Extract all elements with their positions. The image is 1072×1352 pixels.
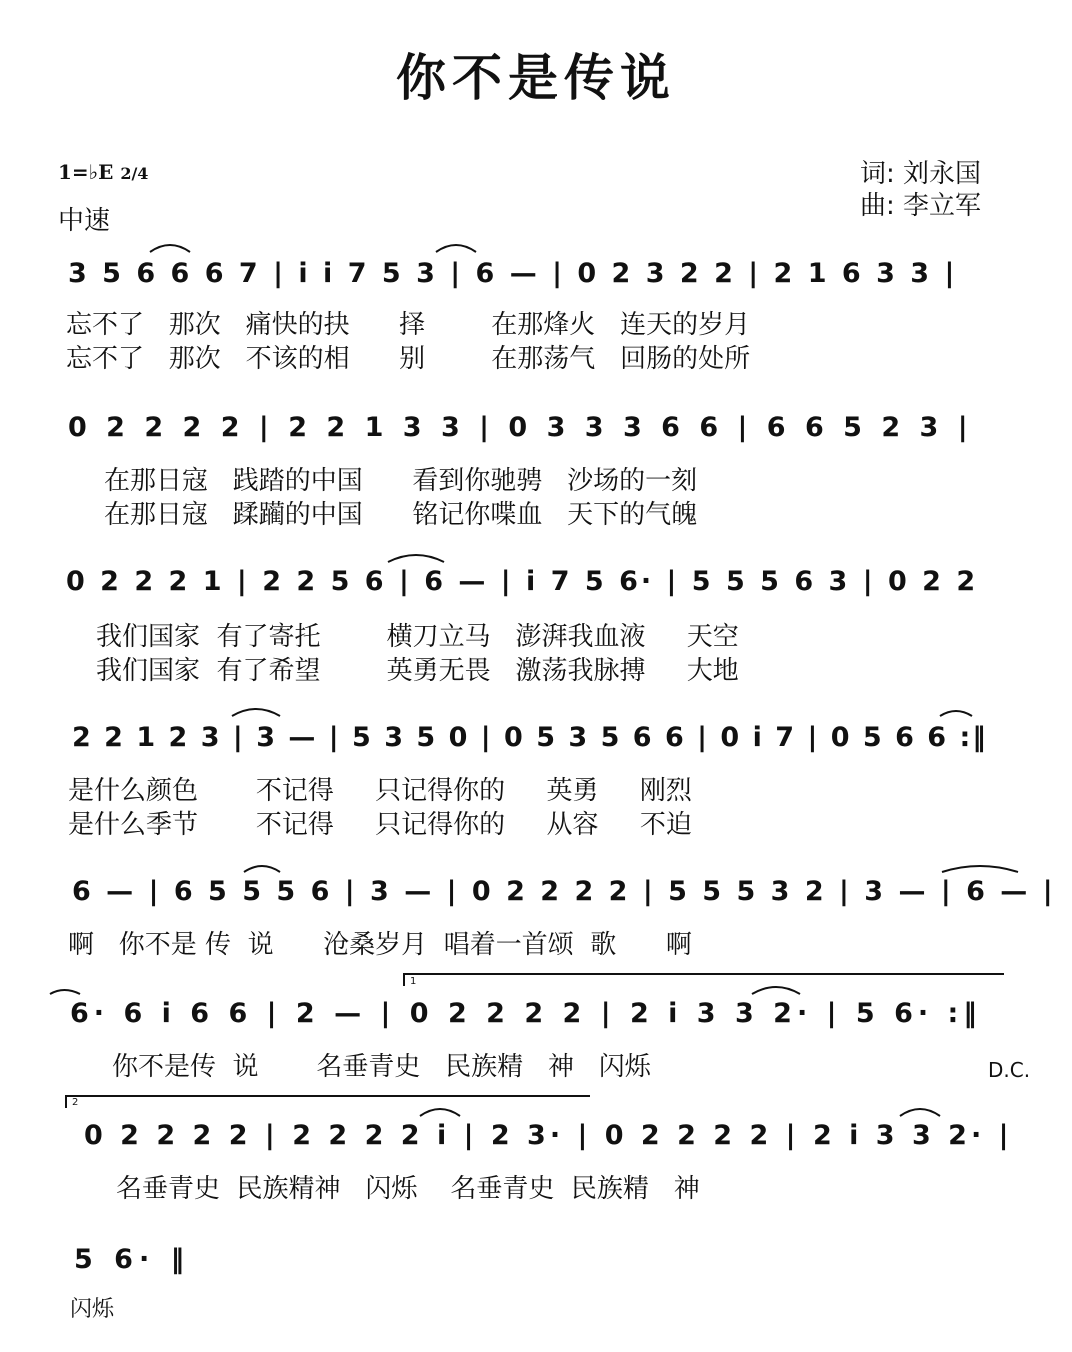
slur	[436, 245, 476, 252]
lyrics-verse-1: 名垂青史 民族精神 闪烁 名垂青史 民族精 神	[116, 1174, 700, 1204]
slur	[232, 709, 280, 716]
slur	[942, 866, 1018, 872]
composer: 曲: 李立军	[860, 191, 982, 221]
da-capo-marking: D.C.	[988, 1058, 1031, 1082]
lyrics-verse-2: 是什么季节 不记得 只记得你的 从容 不迫	[68, 810, 692, 840]
page-title: 你不是传说	[396, 48, 676, 107]
tempo-marking: 中速	[58, 206, 111, 236]
notes-line: 6 — | 6 5 5 5 6 | 3 — | 0 2 2 2 2 | 5 5 5 3 2 | 3 — | 6 — |	[72, 876, 1056, 907]
slur	[940, 711, 972, 716]
volta-1-bracket	[404, 974, 1004, 986]
key-time-signature	[58, 160, 148, 184]
notes-line: 3 5 6 6 6 7 | i i 7 5 3 | 6 — | 0 2 3 2 2 | 2 1 6 3 3 |	[68, 258, 958, 289]
lyrics-verse-1: 我们国家 有了寄托 横刀立马 澎湃我血液 天空	[96, 622, 739, 652]
key-signature: 1=♭E	[58, 160, 114, 184]
notes-line: 0 2 2 2 2 | 2 2 2 2 i | 2 3· | 0 2 2 2 2 | 2 i 3 3 2· |	[84, 1120, 1013, 1151]
lyrics-verse-1: 是什么颜色 不记得 只记得你的 英勇 刚烈	[68, 776, 692, 806]
lyrics-verse-1: 在那日寇 践踏的中国 看到你驰骋 沙场的一刻	[104, 466, 698, 496]
slur	[50, 990, 80, 994]
lyrics-verse-2: 在那日寇 蹂躏的中国 铭记你喋血 天下的气魄	[104, 500, 698, 530]
slur	[388, 555, 444, 562]
time-signature: 2/4	[120, 164, 149, 183]
slur	[420, 1109, 460, 1116]
credits	[860, 158, 981, 222]
slur	[752, 987, 800, 994]
slur	[900, 1109, 940, 1116]
notes-line: 2 2 1 2 3 | 3 — | 5 3 5 0 | 0 5 3 5 6 6 | 0 i 7 | 0 5 6 6 :‖	[72, 722, 988, 753]
slur	[244, 866, 280, 872]
slur	[150, 245, 190, 252]
lyrics-verse-1: 啊 你不是 传 说 沧桑岁月 唱着一首颂 歌 啊	[68, 930, 692, 960]
lyrics-verse-1: 你不是传 说 名垂青史 民族精 神 闪烁	[112, 1052, 651, 1082]
lyricist: 词: 刘永国	[860, 159, 982, 189]
notes-line: 0 2 2 2 2 | 2 2 1 3 3 | 0 3 3 3 6 6 | 6 6 5 2 3 |	[68, 412, 973, 443]
volta-2-bracket	[66, 1096, 590, 1108]
volta-1-label: 1	[410, 976, 417, 987]
notes-line: 0 2 2 2 1 | 2 2 5 6 | 6 — | i 7 5 6· | 5 5 5 6 3 | 0 2 2	[66, 566, 979, 597]
lyrics-verse-2: 我们国家 有了希望 英勇无畏 激荡我脉搏 大地	[96, 656, 739, 686]
notes-line: 5 6· ‖	[74, 1244, 191, 1275]
lyrics-verse-1: 闪烁	[70, 1297, 115, 1322]
notes-line: 6· 6 i 6 6 | 2 — | 0 2 2 2 2 | 2 i 3 3 2· | 5 6· :‖	[70, 998, 982, 1029]
lyrics-verse-2: 忘不了 那次 不该的相 别 在那荡气 回肠的处所	[66, 344, 751, 374]
volta-2-label: 2	[72, 1097, 79, 1108]
lyrics-verse-1: 忘不了 那次 痛快的抉 择 在那烽火 连天的岁月	[66, 310, 751, 340]
